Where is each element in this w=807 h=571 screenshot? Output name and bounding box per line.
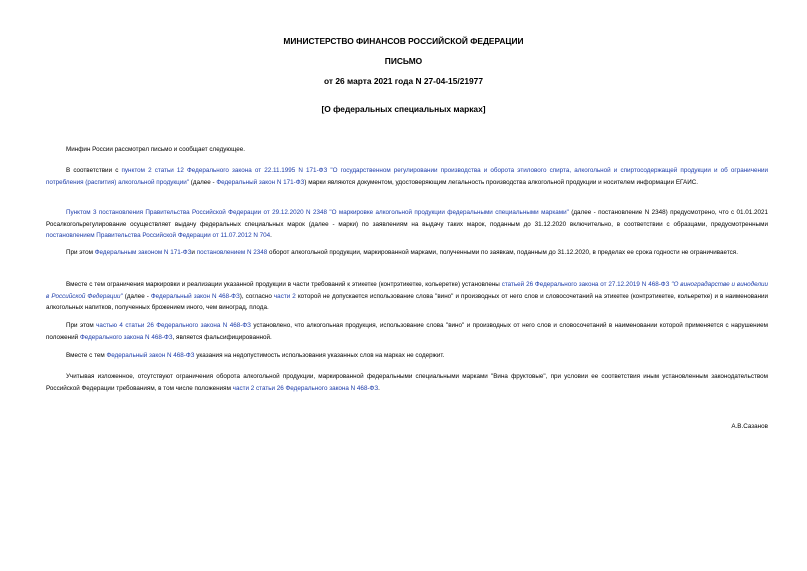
paragraph-4 <box>46 247 768 259</box>
paragraph-text: указания на недопустимость использования указанных слов на марках не содержит. <box>194 352 445 359</box>
paragraph-text: ), согласно <box>239 292 274 300</box>
paragraph-3 <box>46 207 768 242</box>
resolution-704-link[interactable]: постановлением Правительства Российской Федерации от 11.07.2012 N 704 <box>46 232 271 239</box>
law-468-link[interactable]: Федеральный закон N 468-ФЗ <box>106 352 195 359</box>
paragraph-text: Вместе с тем ограничения маркировки и реализации указанной продукции в части требований к этикетке (контрэтикетке, кольеретке) установлены <box>66 281 502 288</box>
paragraph-text: которой не допускается использование слова "вино" и производных от него слов и словосочетаний на этикетке (контрэтикетке, кольеретке) и в наименовании алкогольных напитков, полученных брожением иного, чем виноград, плода. <box>46 292 769 311</box>
law-171-link[interactable]: Федеральным законом N 171-ФЗ <box>94 249 192 256</box>
paragraph-text: установлено, что алкогольная продукция, использование слова "вино" и производных от него слов и словосочетаний в наименовании которой применяется с нарушением положений <box>46 322 769 341</box>
paragraph-6 <box>46 320 768 343</box>
paragraph-text: оборот алкогольной продукции, маркированной марками, полученными по заявкам, поданным до 31.12.2020, в пределах ее срока годности не ограничивается. <box>267 249 738 256</box>
law-468-link[interactable]: Федерального закона N 468-ФЗ <box>79 333 173 341</box>
paragraph-2 <box>46 165 768 188</box>
law-171-link[interactable]: Федеральный закон N 171-ФЗ <box>216 178 305 186</box>
paragraph-text: . <box>270 232 272 239</box>
law-468-article-26-part-2-link[interactable]: части 2 статьи 26 Федерального закона N 468-ФЗ <box>232 384 379 392</box>
paragraph-text: , является фальсифицированной. <box>172 333 272 341</box>
paragraph-text: При этом <box>66 322 97 329</box>
law-171-article-12-link[interactable]: пунктом 2 статьи 12 Федерального закона от 22.11.1995 N 171-ФЗ "О государственном регулировании производства и оборота этилового спирта, алкогольной и спиртосодержащей продукции и об ограничении потребления (распития) алкогольной продукции" <box>46 167 768 186</box>
law-468-link[interactable]: Федеральный закон N 468-ФЗ <box>150 292 240 300</box>
paragraph-8 <box>46 371 768 394</box>
paragraph-1 <box>46 144 768 156</box>
paragraph-5 <box>46 279 768 314</box>
resolution-2348-short-link[interactable]: постановлением N 2348 <box>196 249 268 256</box>
resolution-2348-link[interactable]: Пунктом 3 постановления Правительства Российской Федерации от 29.12.2020 N 2348 "О маркировке алкогольной продукции федеральными специальными марками" <box>66 209 569 216</box>
signature: А.В.Сазанов <box>731 423 768 430</box>
part-2-link[interactable]: части 2 <box>273 292 296 300</box>
paragraph-text: Вместе с тем <box>66 352 107 359</box>
law-468-title-link[interactable]: "О виноградарстве и виноделии в Российской Федерации" <box>46 281 768 300</box>
paragraph-text: ) марки являются документом, удостоверяющим легальность производства алкогольной продукции и носителем информации ЕГАИС. <box>304 178 699 186</box>
paragraph-text: При этом <box>66 249 95 256</box>
document-type: ПИСЬМО <box>384 56 423 66</box>
paragraph-text: (далее - постановление N 2348) предусмотрено, что с 01.01.2021 Росалкогольрегулирование осуществляет выдачу федеральных специальных марок (далее - марки) по заявлениям на выдачу таких марок, поданным до 31.12.2020 включительно, в соответствии с образцами, предусмотренными <box>46 209 768 228</box>
paragraph-text: (далее - <box>122 292 151 300</box>
paragraph-text: (далее - <box>189 178 217 186</box>
document-subject: [О федеральных специальных марках] <box>321 104 486 114</box>
paragraph-text: Учитывая изложенное, отсутствуют ограничения оборота алкогольной продукции, маркированной федеральными специальными марками "Вина фруктовые", при условии ее соответствия иным установленным законодательством Российской Федерации требованиям, в том числе положениям <box>46 373 768 392</box>
paragraph-7 <box>46 350 768 362</box>
law-468-part-4-link[interactable]: частью 4 статьи 26 Федерального закона N 468-ФЗ <box>96 322 251 329</box>
paragraph-text: . <box>378 384 380 392</box>
paragraph-text: В соответствии с <box>66 167 122 174</box>
ministry-heading: МИНИСТЕРСТВО ФИНАНСОВ РОССИЙСКОЙ ФЕДЕРАЦИИ <box>283 36 524 46</box>
document-date-number: от 26 марта 2021 года N 27-04-15/21977 <box>324 76 483 86</box>
law-468-article-26-link[interactable]: статьей 26 Федерального закона от 27.12.2019 N 468-ФЗ <box>501 281 670 288</box>
paragraph-text: Минфин России рассмотрел письмо и сообщает следующее. <box>66 146 246 153</box>
paragraph-text: и <box>191 249 197 256</box>
